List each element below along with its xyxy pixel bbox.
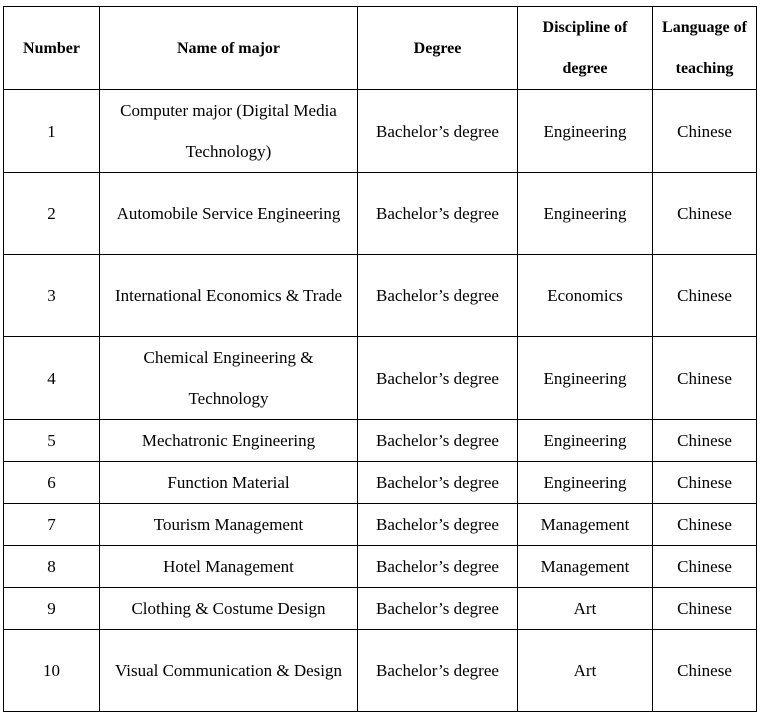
cell-discipline: Economics [518, 255, 653, 337]
cell-language: Chinese [653, 630, 757, 712]
cell-degree: Bachelor’s degree [358, 420, 518, 462]
table-row [4, 90, 757, 173]
cell-major-name: Tourism Management [100, 504, 358, 546]
cell-major-name: Computer major (Digital Media Technology) [100, 90, 358, 173]
table-row [4, 504, 757, 546]
cell-degree: Bachelor’s degree [358, 462, 518, 504]
cell-degree: Bachelor’s degree [358, 630, 518, 712]
cell-major-name: Visual Communication & Design [100, 630, 358, 712]
cell-language: Chinese [653, 420, 757, 462]
header-number: Number [4, 7, 100, 90]
cell-number: 1 [4, 90, 100, 173]
table-header-row [4, 7, 757, 90]
cell-discipline: Management [518, 546, 653, 588]
majors-table [3, 6, 757, 712]
cell-language: Chinese [653, 462, 757, 504]
cell-discipline: Art [518, 630, 653, 712]
table-row [4, 255, 757, 337]
table-row [4, 546, 757, 588]
cell-language: Chinese [653, 546, 757, 588]
cell-major-name: Mechatronic Engineering [100, 420, 358, 462]
table-row [4, 337, 757, 420]
cell-major-name: Hotel Management [100, 546, 358, 588]
cell-degree: Bachelor’s degree [358, 337, 518, 420]
cell-degree: Bachelor’s degree [358, 546, 518, 588]
cell-number: 2 [4, 173, 100, 255]
cell-discipline: Engineering [518, 90, 653, 173]
table-row [4, 630, 757, 712]
cell-degree: Bachelor’s degree [358, 504, 518, 546]
cell-discipline: Engineering [518, 337, 653, 420]
cell-major-name: Automobile Service Engineering [100, 173, 358, 255]
cell-major-name: Function Material [100, 462, 358, 504]
table-row [4, 462, 757, 504]
header-degree: Degree [358, 7, 518, 90]
cell-number: 10 [4, 630, 100, 712]
cell-degree: Bachelor’s degree [358, 588, 518, 630]
table-row [4, 173, 757, 255]
cell-discipline: Engineering [518, 462, 653, 504]
header-discipline-of-degree: Discipline of degree [518, 7, 653, 90]
header-name-of-major: Name of major [100, 7, 358, 90]
cell-number: 3 [4, 255, 100, 337]
cell-degree: Bachelor’s degree [358, 255, 518, 337]
cell-number: 6 [4, 462, 100, 504]
cell-number: 5 [4, 420, 100, 462]
cell-major-name: Chemical Engineering & Technology [100, 337, 358, 420]
table-row [4, 420, 757, 462]
cell-discipline: Engineering [518, 420, 653, 462]
cell-language: Chinese [653, 588, 757, 630]
cell-number: 7 [4, 504, 100, 546]
cell-degree: Bachelor’s degree [358, 90, 518, 173]
header-language-of-teaching: Language of teaching [653, 7, 757, 90]
cell-number: 4 [4, 337, 100, 420]
cell-language: Chinese [653, 173, 757, 255]
table-row [4, 588, 757, 630]
cell-language: Chinese [653, 504, 757, 546]
cell-number: 9 [4, 588, 100, 630]
cell-discipline: Management [518, 504, 653, 546]
cell-language: Chinese [653, 337, 757, 420]
cell-number: 8 [4, 546, 100, 588]
cell-discipline: Engineering [518, 173, 653, 255]
cell-major-name: Clothing & Costume Design [100, 588, 358, 630]
cell-major-name: International Economics & Trade [100, 255, 358, 337]
cell-discipline: Art [518, 588, 653, 630]
cell-language: Chinese [653, 90, 757, 173]
cell-language: Chinese [653, 255, 757, 337]
cell-degree: Bachelor’s degree [358, 173, 518, 255]
